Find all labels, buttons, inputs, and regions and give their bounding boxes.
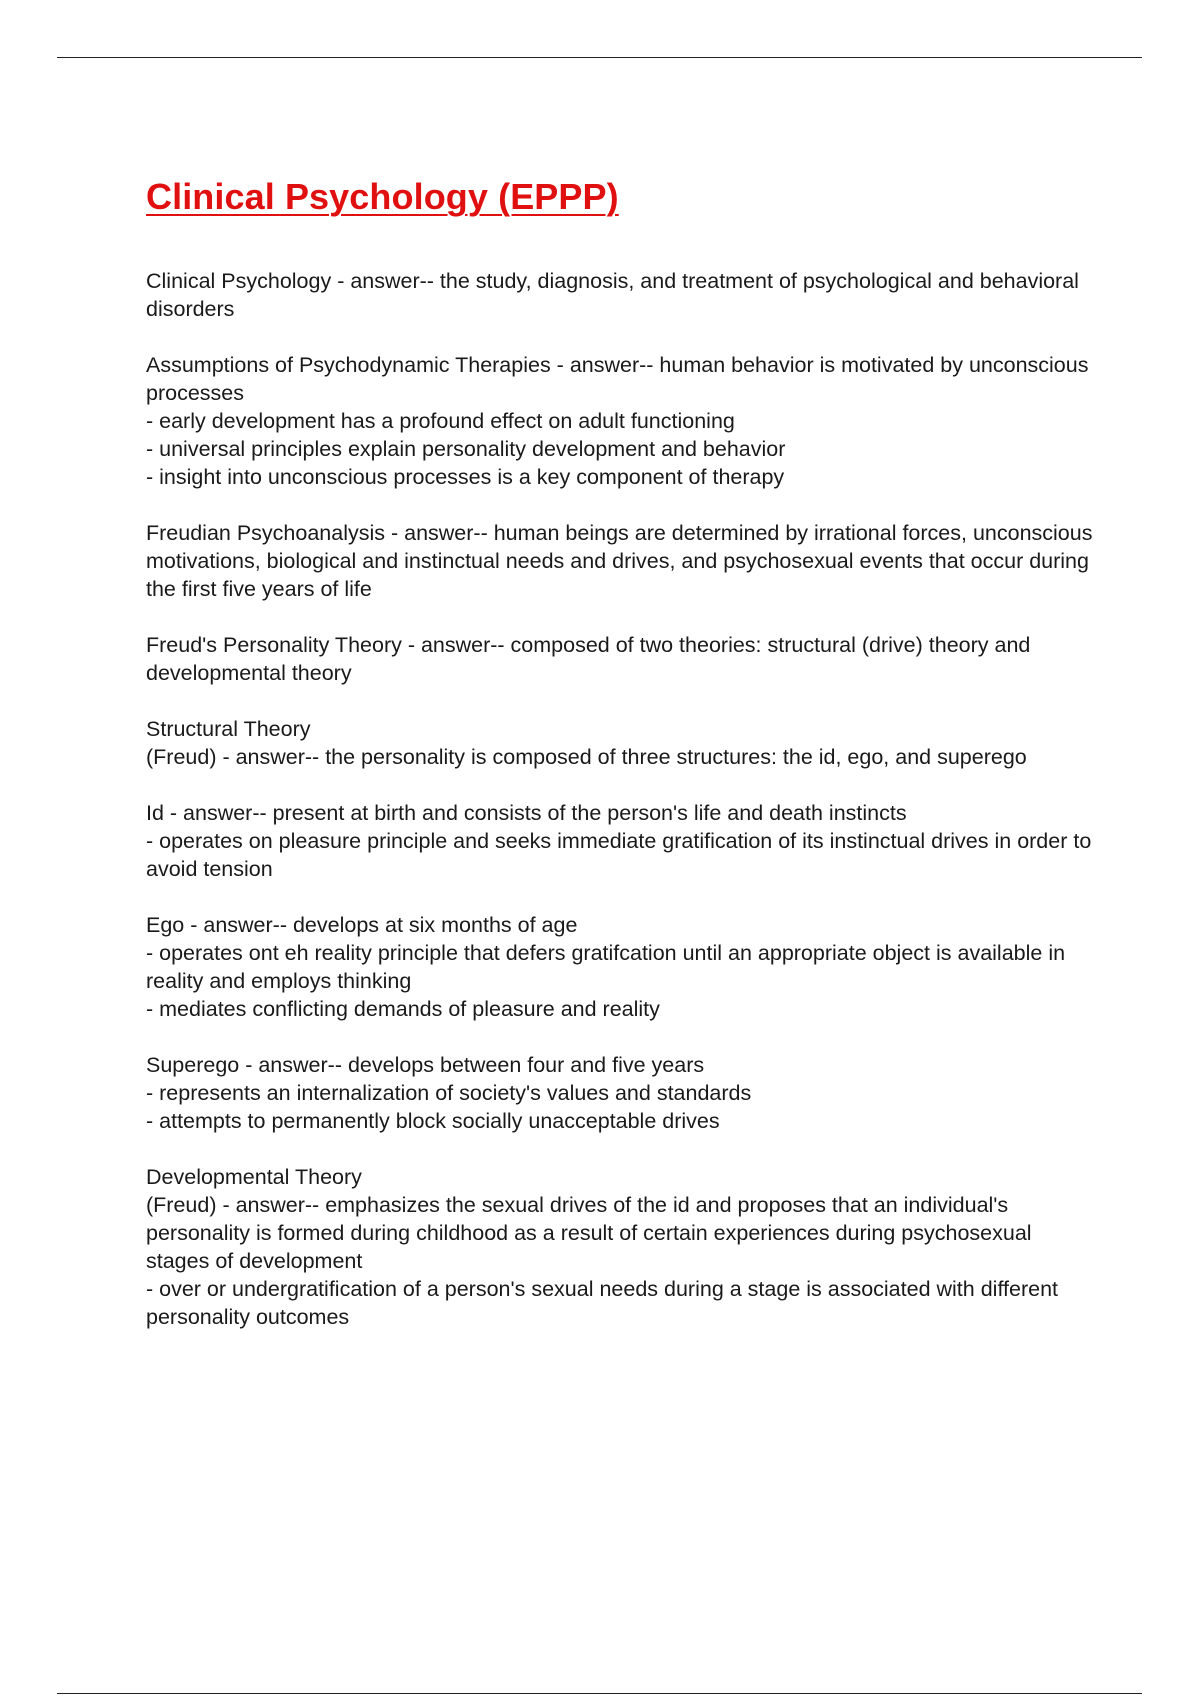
entry-line: (Freud) - answer-- the personality is composed of three structures: the id, ego, and superego — [146, 745, 1027, 769]
document-body — [146, 172, 1096, 1359]
entry-line: Freudian Psychoanalysis - answer-- human beings are determined by irrational forces, unconscious motivations, biological and instinctual needs and drives, and psychosexual events that occur during the first five years of life — [146, 521, 1093, 601]
footer-rule — [57, 1693, 1142, 1694]
entry-line: - over or undergratification of a person's sexual needs during a stage is associated with different personality outcomes — [146, 1277, 1059, 1329]
entry-clinical-psychology — [146, 267, 1096, 323]
entry-freudian-psychoanalysis — [146, 519, 1096, 603]
entry-line: Superego - answer-- develops between four and five years — [146, 1053, 705, 1077]
entry-id — [146, 799, 1096, 883]
entry-line: Assumptions of Psychodynamic Therapies - answer-- human behavior is motivated by unconscious processes — [146, 353, 1089, 405]
entry-line: Id - answer-- present at birth and consists of the person's life and death instincts — [146, 801, 907, 825]
entry-line: - early development has a profound effect on adult functioning — [146, 409, 735, 433]
entry-line: Ego - answer-- develops at six months of age — [146, 913, 578, 937]
entry-line: Developmental Theory — [146, 1165, 362, 1189]
entry-line: - universal principles explain personality development and behavior — [146, 437, 786, 461]
entry-line: - insight into unconscious processes is a key component of therapy — [146, 465, 785, 489]
entry-line: Clinical Psychology - answer-- the study, diagnosis, and treatment of psychological and behavioral disorders — [146, 269, 1079, 321]
entry-line: - attempts to permanently block socially unacceptable drives — [146, 1109, 720, 1133]
entry-structural-theory — [146, 715, 1096, 771]
entry-freud-personality-theory — [146, 631, 1096, 687]
entry-line: - represents an internalization of society's values and standards — [146, 1081, 752, 1105]
entry-list — [146, 267, 1096, 1331]
entry-line: (Freud) - answer-- emphasizes the sexual drives of the id and proposes that an individual's personality is formed during childhood as a result of certain experiences during psychosexual stages of development — [146, 1193, 1032, 1273]
entry-line: - operates ont eh reality principle that defers gratifcation until an appropriate object is available in reality and employs thinking — [146, 941, 1066, 993]
entry-superego — [146, 1051, 1096, 1135]
entry-line: Freud's Personality Theory - answer-- composed of two theories: structural (drive) theory and developmental theory — [146, 633, 1031, 685]
document-title: Clinical Psychology (EPPP) — [146, 176, 619, 217]
entry-line: - mediates conflicting demands of pleasure and reality — [146, 997, 660, 1021]
entry-ego — [146, 911, 1096, 1023]
entry-assumptions-psychodynamic — [146, 351, 1096, 491]
header-rule — [57, 57, 1142, 58]
entry-line: Structural Theory — [146, 717, 311, 741]
entry-line: - operates on pleasure principle and seeks immediate gratification of its instinctual drives in order to avoid tension — [146, 829, 1092, 881]
entry-developmental-theory — [146, 1163, 1096, 1331]
